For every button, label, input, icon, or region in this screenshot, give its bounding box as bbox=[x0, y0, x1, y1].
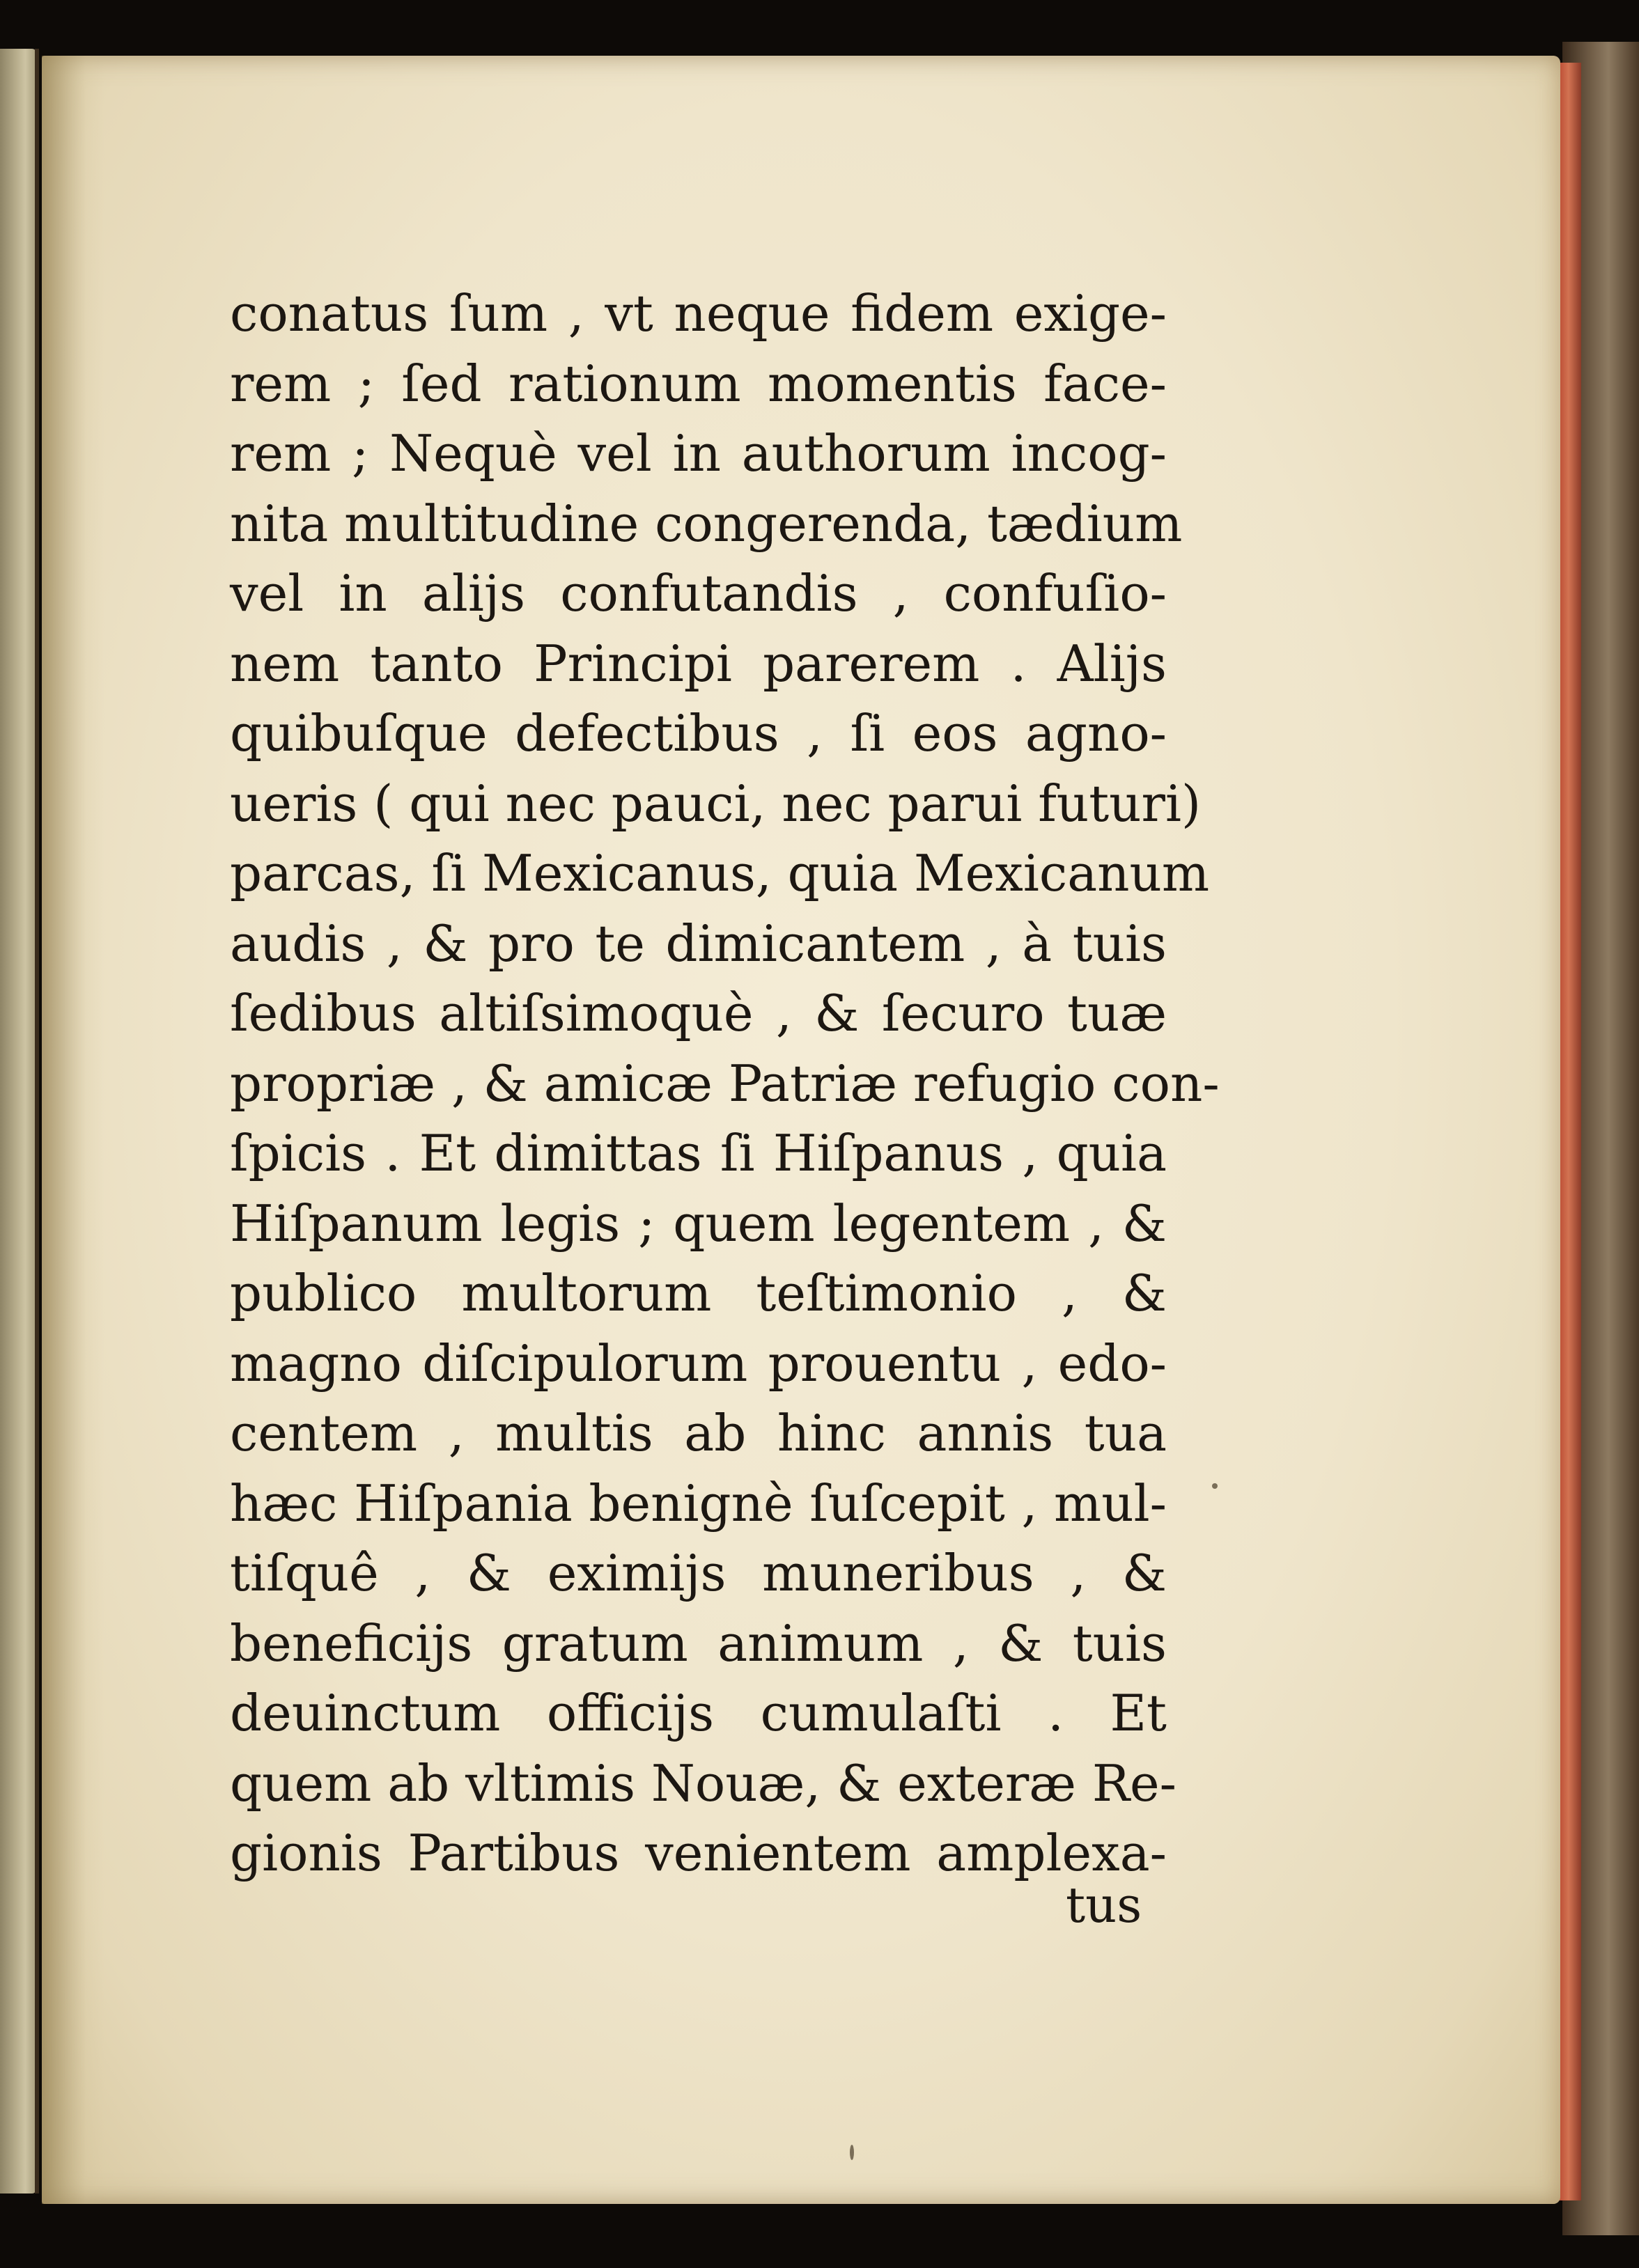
text-line: quem ab vltimis Nouæ, & exteræ Re- bbox=[230, 1753, 1176, 1813]
text-line: quibuſque defectibus , ſi eos agno- bbox=[230, 704, 1167, 762]
text-line: tiſquê , & eximijs muneribus , & bbox=[230, 1544, 1167, 1602]
text-line: audis , & pro te dimicantem , à tuis bbox=[230, 914, 1167, 973]
text-line: magno diſcipulorum prouentu , edo- bbox=[230, 1334, 1167, 1393]
text-line: centem , multis ab hinc annis tua bbox=[230, 1404, 1167, 1462]
text-line: nem tanto Principi parerem . Alijs bbox=[230, 634, 1167, 693]
text-line: rem ; Nequè vel in authorum incog- bbox=[230, 424, 1167, 483]
text-line: gionis Partibus venientem amplexa- bbox=[230, 1824, 1167, 1882]
text-line: conatus ſum , vt neque fidem exige- bbox=[230, 284, 1167, 343]
text-line: ſedibus altiſsimoquè , & ſecuro tuæ bbox=[230, 984, 1167, 1042]
text-line: rem ; ſed rationum momentis face- bbox=[230, 354, 1167, 413]
text-line: vel in alijs confutandis , confuſio- bbox=[230, 564, 1167, 623]
text-line: parcas, ſi Mexicanus, quia Mexicanum bbox=[230, 844, 1210, 902]
previous-leaf-edge bbox=[0, 49, 36, 2193]
text-line: nita multitudine congerenda, tædium bbox=[230, 494, 1183, 553]
paper-mark bbox=[1212, 1483, 1218, 1489]
text-line: beneficijs gratum animum , & tuis bbox=[230, 1613, 1167, 1673]
text-line: ſpicis . Et dimittas ſi Hiſpanus , quia bbox=[230, 1124, 1167, 1182]
text-line: publico multorum teſtimonio , & bbox=[230, 1264, 1167, 1322]
text-line: ueris ( qui nec pauci, nec parui futuri) bbox=[230, 774, 1202, 833]
text-line: hæc Hiſpania benignè ſuſcepit , mul- bbox=[230, 1473, 1167, 1533]
catchword: tus bbox=[1066, 1877, 1142, 1934]
paper-mark bbox=[850, 2145, 854, 2160]
page-text bbox=[230, 279, 1220, 1888]
text-line: propriæ , & amicæ Patriæ refugio con- bbox=[230, 1054, 1220, 1113]
text-line: Hiſpanum legis ; quem legentem , & bbox=[230, 1194, 1167, 1253]
text-line: deuinctum officijs cumulaſti . Et bbox=[230, 1684, 1167, 1742]
